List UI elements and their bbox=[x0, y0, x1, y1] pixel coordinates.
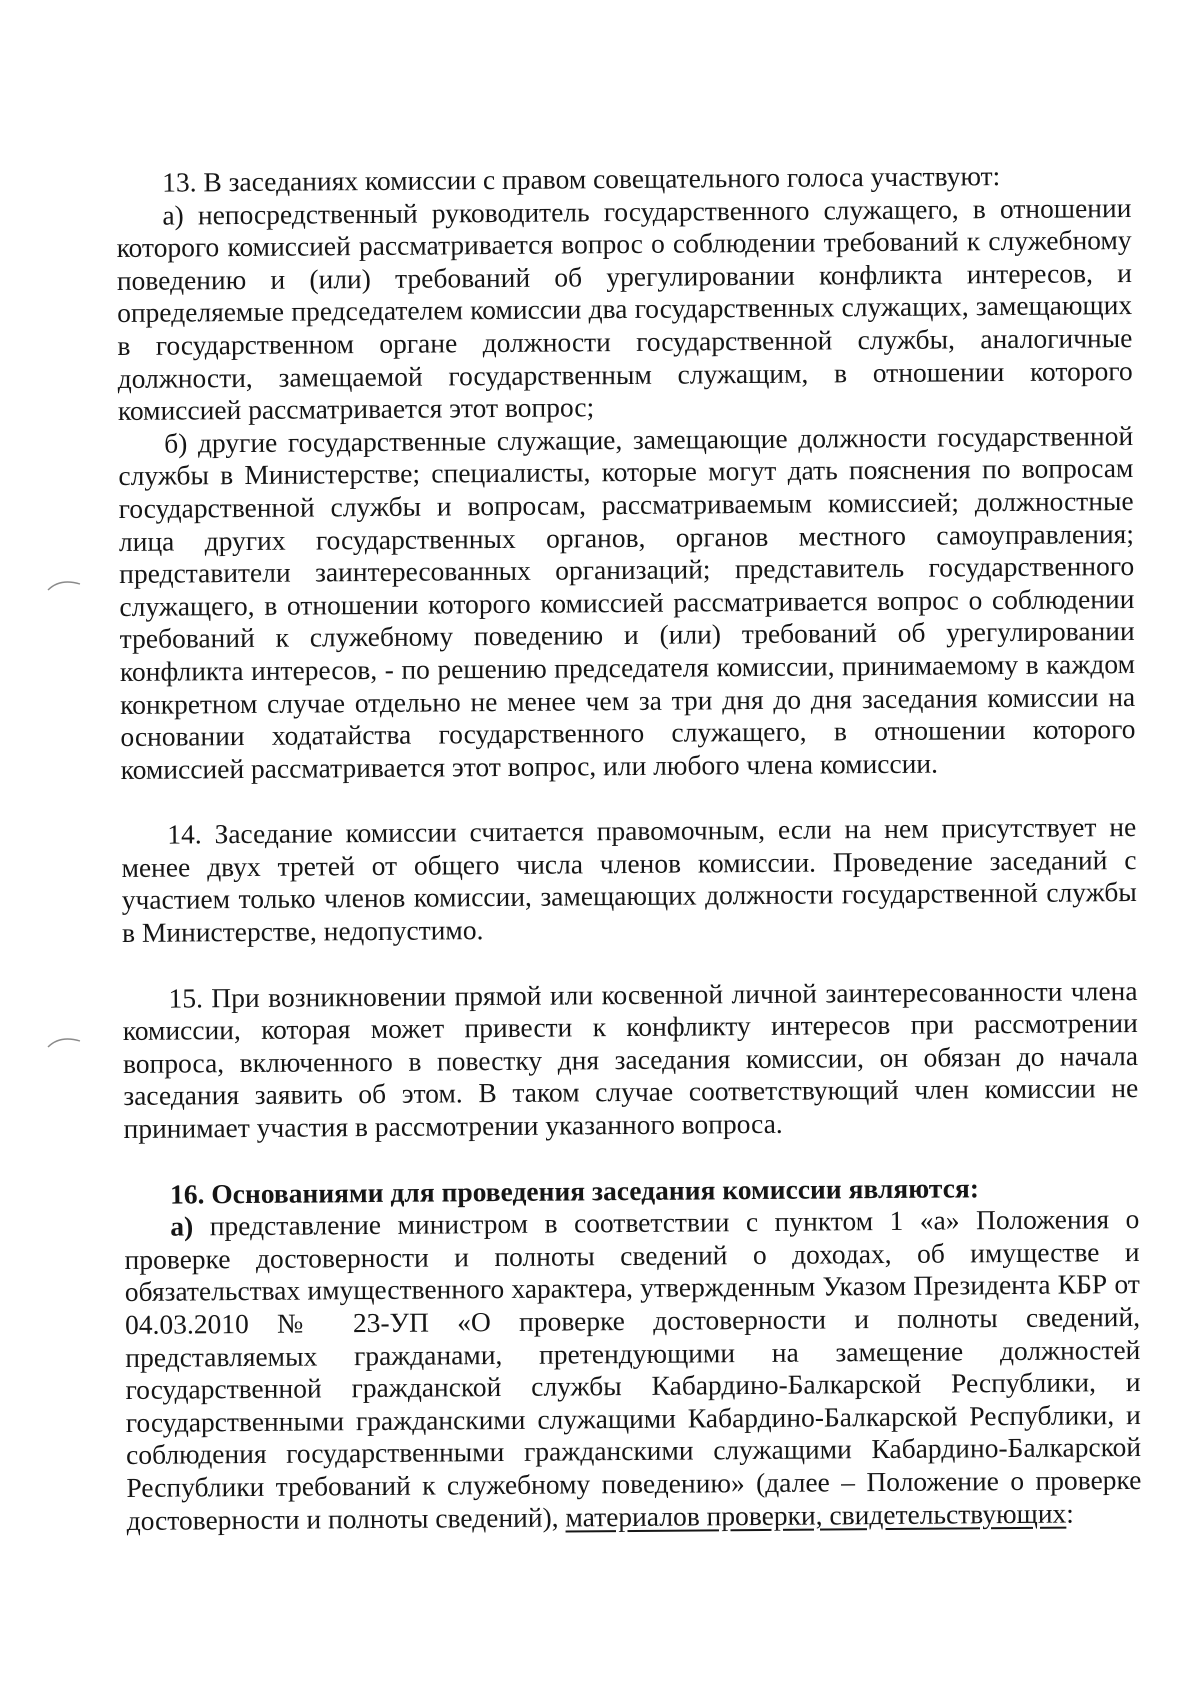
paragraph-13-a: а) непосредственный руководитель государственного служащего, в отношении которого комиссией рассматривается вопрос о соблюдении требований к служебному поведению и (или) требований об урегулировании конфликта интересов, и определяемые председателем комиссии два государственных служащих, замещающих в государственном органе должности государственной службы, аналогичные должности, замещаемой государственным служащим, в отношении которого комиссией рассматривается этот вопрос; bbox=[116, 191, 1133, 427]
paragraph-16-a bbox=[124, 1203, 1142, 1537]
item-marker: а) bbox=[170, 1210, 194, 1242]
hole-punch-mark bbox=[46, 578, 82, 592]
hole-punch-mark bbox=[46, 1035, 82, 1049]
paragraph-14: 14. Заседание комиссии считается правомочным, если на нем присутствует не менее двух третей от общего числа членов комиссии. Проведение заседаний с участием только членов комиссии, замещающих должности государственной службы в Министерстве, недопустимо. bbox=[121, 811, 1137, 949]
underlined-phrase: материалов проверки, свидетельствующих bbox=[565, 1497, 1067, 1533]
paragraph-16-a-end: : bbox=[1066, 1497, 1074, 1529]
document-body bbox=[116, 159, 1142, 1537]
paragraph-16-heading: 16. Основаниями для проведения заседания комиссии являются: bbox=[169, 1171, 980, 1210]
paragraph-15: 15. При возникновении прямой или косвенной личной заинтересованности члена комиссии, которая может привести к конфликту интересов при рассмотрении вопроса, включенного в повестку дня заседания комиссии, он обязан до начала заседания заявить об этом. В таком случае соответствующий член комиссии не принимает участия в рассмотрении указанного вопроса. bbox=[122, 974, 1139, 1145]
paragraph-13-intro: 13. В заседаниях комиссии с правом совещательного голоса участвуют: bbox=[161, 160, 1001, 198]
paragraph-13-b: б) другие государственные служащие, замещающие должности государственной службы в Министерстве; специалисты, которые могут дать пояснения по вопросам государственной службы и вопросам, рассматриваемым комиссией; должностные лица других государственных органов, органов местного самоуправления; представители заинтересованных организаций; представитель государственного служащего, в отношении которого комиссией рассматривается вопрос о соблюдении требований к служебному поведению и (или) требований об урегулировании конфликта интересов, - по решению председателя комиссии, принимаемому в каждом конкретном случае отдельно не менее чем за три дня до дня заседания комиссии на основании ходатайства государственного служащего, в отношении которого комиссией рассматривается этот вопрос, или любого члена комиссии. bbox=[118, 419, 1136, 785]
paragraph-16-a-text: представление министром в соответствии с пунктом 1 «а» Положения о проверке достоверности и полноты сведений о доходах, об имуществе и обязательствах имущественного характера, утвержденным Указом Президента КБР от 04.03.2010 № 23-УП «О проверке достоверности и полноты сведений, представляемых гражданами, претендующими на замещение должностей государственной гражданской службы Кабардино-Балкарской Республики, и государственными гражданскими служащими Кабардино-Балкарской Республики, и соблюдения государственными гражданскими служащими Кабардино-Балкарской Республики требований к служебному поведению» (далее – Положение о проверке достоверности и полноты сведений), bbox=[124, 1203, 1142, 1536]
